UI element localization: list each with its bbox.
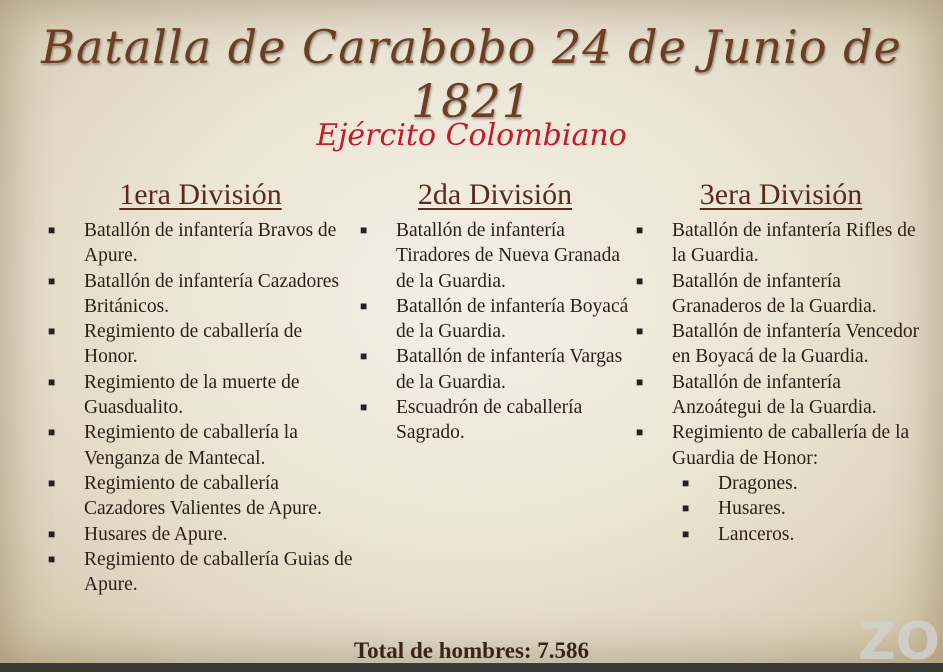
division-1-heading: 1era División (119, 178, 282, 211)
bullet-icon: ■ (360, 349, 368, 364)
sub-list-item: ■ Lanceros. (636, 522, 926, 547)
bullet-icon: ■ (48, 324, 56, 339)
list-item: ■ Regimiento de caballería Guias de Apure. (48, 548, 353, 596)
division-1-list (48, 218, 353, 597)
bullet-icon: ■ (48, 551, 56, 566)
bullet-icon: ■ (636, 324, 644, 339)
list-item: ■ Batallón de infantería Cazadores Británicos. (48, 270, 340, 317)
list-item: ■ Batallón de infantería Vencedor en Boyacá de la Guardia. (636, 321, 920, 368)
slide-subtitle: Ejército Colombiano (316, 118, 627, 153)
division-3-column (636, 178, 926, 547)
list-item: ■ Batallón de infantería Anzoátegui de la Guardia. (636, 371, 877, 419)
list-item: ■ Husares de Apure. (48, 522, 353, 547)
list-item: ■ Escuadrón de caballería Sagrado. (360, 397, 583, 444)
bullet-icon: ■ (48, 374, 56, 389)
list-item: ■ Batallón de infantería Boyacá de la Guardia. (360, 295, 629, 343)
bullet-icon: ■ (682, 501, 690, 516)
bullet-icon: ■ (360, 298, 368, 313)
sub-list-item: ■ Husares. (636, 496, 926, 521)
list-item: ■ Batallón de infantería Vargas de la Guardia. (360, 346, 623, 393)
bullet-icon: ■ (636, 374, 644, 389)
bullet-icon: ■ (636, 425, 644, 440)
division-2-heading: 2da División (417, 178, 573, 211)
bullet-icon: ■ (636, 223, 644, 237)
list-item: ■ Regimiento de caballería de Honor. (48, 321, 303, 368)
sub-list-item: ■ Dragones. (636, 471, 926, 496)
list-item: ■ Regimiento de caballería Cazadores Valientes de Apure. (48, 472, 322, 520)
bullet-icon: ■ (48, 273, 56, 288)
division-2-column (360, 178, 630, 446)
bullet-icon: ■ (48, 223, 56, 237)
total-men: Total de hombres: 7.586 (353, 638, 590, 663)
list-item: ■ Batallón de infantería Granaderos de la Guardia. (636, 270, 877, 317)
division-1-column (48, 178, 353, 597)
bullet-icon: ■ (48, 475, 56, 490)
bullet-icon: ■ (682, 475, 690, 490)
list-item: ■ Batallón de infantería Bravos de Apure. (48, 220, 337, 267)
list-item: ■ Regimiento de la muerte de Guasdualito. (48, 371, 300, 419)
bullet-icon: ■ (48, 526, 56, 541)
list-item: ■ Regimiento de caballería la Venganza de Mantecal. (48, 422, 298, 469)
bullet-icon: ■ (48, 425, 56, 440)
bullet-icon: ■ (682, 526, 690, 541)
list-item: ■ Batallón de infantería Tiradores de Nueva Granada de la Guardia. (360, 220, 620, 292)
division-3-list (636, 218, 926, 547)
list-item: ■ Regimiento de caballería de la Guardia de Honor: (636, 422, 910, 469)
bullet-icon: ■ (360, 223, 368, 237)
bullet-icon: ■ (360, 400, 368, 415)
list-item: ■ Batallón de infantería Rifles de la Guardia. (636, 220, 916, 267)
division-2-list (360, 218, 630, 446)
division-3-heading: 3era División (699, 178, 863, 211)
bullet-icon: ■ (636, 273, 644, 288)
slide-title: Batalla de Carabobo 24 de Junio de 1821 (41, 20, 902, 128)
zoom-watermark-logo: ZO (858, 612, 940, 672)
